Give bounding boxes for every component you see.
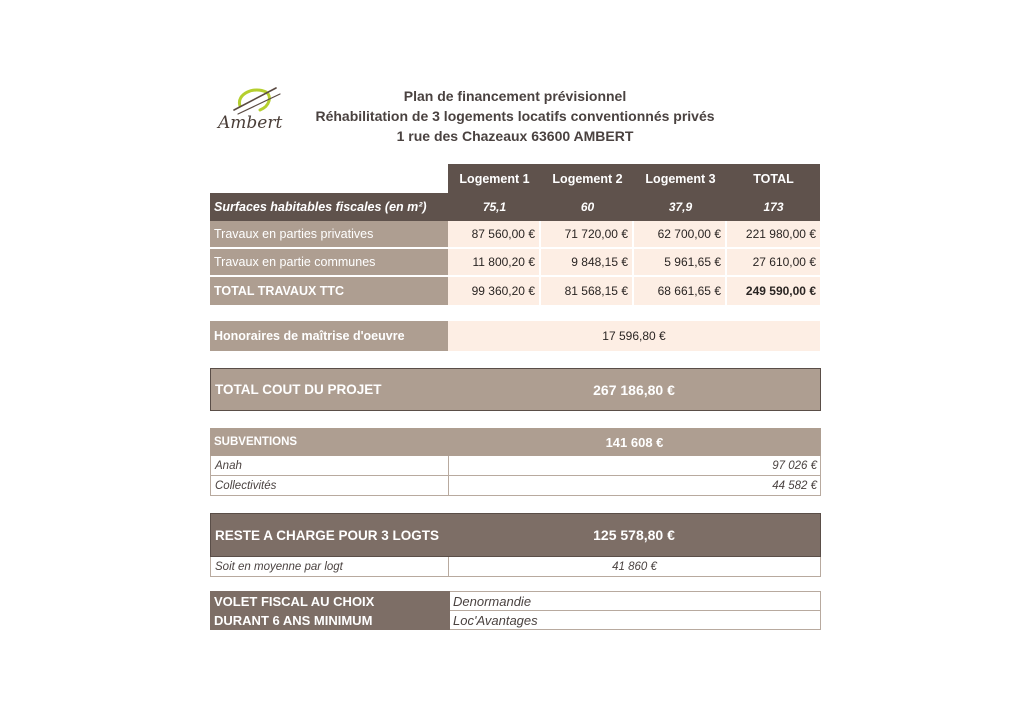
reste-a-charge-header	[210, 513, 821, 557]
col-logement-2: Logement 2	[541, 164, 634, 193]
row-value: 5 961,65 €	[634, 249, 727, 277]
col-logement-3: Logement 3	[634, 164, 727, 193]
total-cout-value: 267 186,80 €	[593, 381, 675, 398]
reste-a-charge-label: RESTE A CHARGE POUR 3 LOGTS	[215, 527, 440, 543]
row-label: Travaux en partie communes	[210, 249, 448, 277]
subvention-label: Collectivités	[211, 476, 449, 495]
logo-mark-icon	[214, 84, 294, 134]
subventions-table	[210, 428, 821, 496]
row-value: 68 661,65 €	[634, 277, 727, 305]
row-value: 11 800,20 €	[448, 249, 541, 277]
surface-value: 75,1	[482, 200, 507, 214]
header-blank-cell	[210, 164, 448, 193]
surface-value: 37,9	[668, 200, 693, 214]
subventions-total: 141 608 €	[605, 434, 664, 450]
ambert-logo	[214, 84, 294, 134]
subvention-value: 97 026 €	[772, 459, 817, 472]
row-label: TOTAL TRAVAUX TTC	[210, 277, 448, 305]
row-value: 99 360,20 €	[448, 277, 541, 305]
table-row	[210, 221, 820, 249]
volet-fiscal-line-2: DURANT 6 ANS MINIMUM	[214, 613, 373, 628]
surface-value: 60	[580, 200, 595, 214]
subventions-label: SUBVENTIONS	[214, 436, 298, 448]
document-title	[300, 86, 730, 146]
table-row	[210, 249, 820, 277]
total-cout-row	[210, 368, 821, 411]
volet-fiscal-label	[210, 591, 450, 630]
col-total: TOTAL	[727, 164, 820, 193]
row-value: 81 568,15 €	[541, 277, 634, 305]
subventions-header	[210, 428, 821, 456]
row-value: 87 560,00 €	[448, 221, 541, 249]
average-row	[210, 557, 821, 577]
works-table	[210, 164, 820, 305]
honoraires-value: 17 596,80 €	[448, 321, 820, 351]
volet-fiscal-option: Denormandie	[453, 593, 532, 609]
row-value: 221 980,00 €	[727, 221, 820, 249]
honoraires-row	[210, 321, 820, 351]
volet-fiscal-option: Loc'Avantages	[450, 610, 820, 629]
volet-fiscal-line-1: VOLET FISCAL AU CHOIX	[214, 594, 375, 609]
volet-fiscal-options	[450, 591, 821, 630]
title-line-2: Réhabilitation de 3 logements locatifs conventionnés privés	[315, 108, 715, 124]
surfaces-label: Surfaces habitables fiscales (en m²)	[214, 200, 427, 214]
row-value: 62 700,00 €	[634, 221, 727, 249]
col-logement-1: Logement 1	[448, 164, 541, 193]
subvention-item	[210, 476, 821, 496]
average-value: 41 860 €	[612, 560, 657, 573]
reste-a-charge-value: 125 578,80 €	[593, 527, 675, 543]
total-cout-label: TOTAL COUT DU PROJET	[215, 382, 382, 397]
row-value: 27 610,00 €	[727, 249, 820, 277]
honoraires-label: Honoraires de maîtrise d'oeuvre	[210, 321, 448, 351]
subvention-label: Anah	[211, 456, 449, 475]
total-travaux-row	[210, 277, 820, 305]
grand-total-value: 249 590,00 €	[727, 277, 820, 305]
average-label: Soit en moyenne par logt	[211, 557, 449, 576]
svg-text:Ambert: Ambert	[218, 113, 283, 133]
title-line-3: 1 rue des Chazeaux 63600 AMBERT	[396, 128, 634, 144]
works-table-header	[210, 164, 820, 193]
row-value: 9 848,15 €	[541, 249, 634, 277]
surface-value: 173	[763, 200, 784, 214]
subvention-item	[210, 456, 821, 476]
row-value: 71 720,00 €	[541, 221, 634, 249]
title-line-1: Plan de financement prévisionnel	[403, 88, 627, 104]
surfaces-row	[210, 193, 820, 221]
subvention-value: 44 582 €	[772, 479, 817, 492]
volet-fiscal-table	[210, 591, 821, 630]
reste-a-charge-table	[210, 513, 821, 577]
row-label: Travaux en parties privatives	[210, 221, 448, 249]
